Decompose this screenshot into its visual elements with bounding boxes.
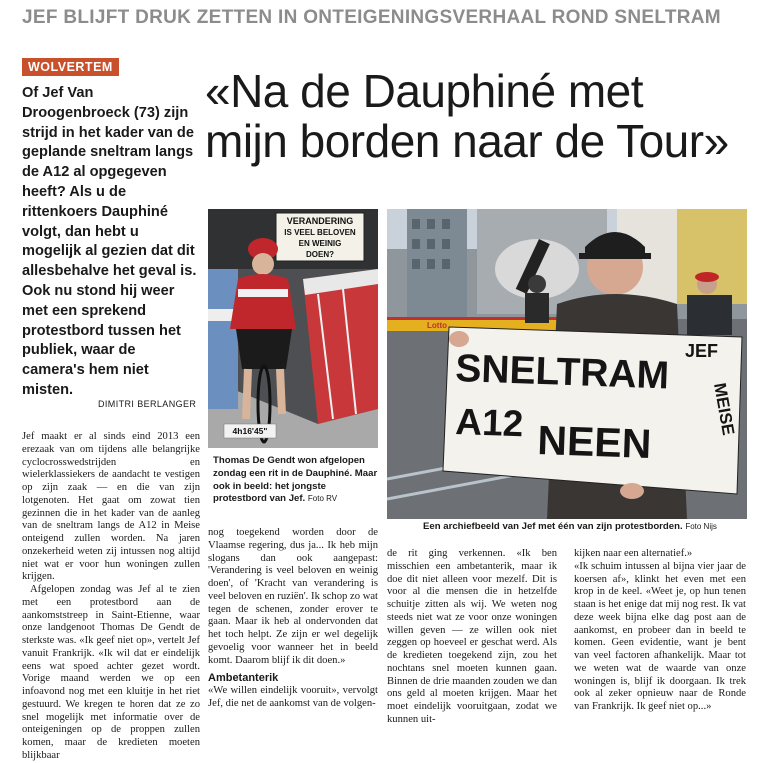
photo2-sign-vertical: MEISE [710, 381, 738, 437]
headline [205, 66, 753, 166]
body-column-3 [387, 548, 557, 727]
body-column-1 [22, 431, 200, 763]
body-paragraph: «Ik schuim intussen al bijna vier jaar de koersen af», klinkt het even met een krop in de keel. «Weet je, op hun tenen staan is het enige dat mij nog rest. Ik vat deze week bijna elke dag post aan de aankomst, en probeer dan in beeld te komen. Geen evidentie, want je bent van veel factoren afhankelijk. Maar tot we weten wat de waarde van onze woningen is, blijf ik doorgaan. Ik trek ook al zeker opnieuw naar de Ronde van Frankrijk. Ik geef niet op...» [574, 560, 746, 712]
photo2-sign-top-right: JEF [685, 341, 719, 361]
body-paragraph: de rit ging verkennen. «Ik ben misschien een ambetanterik, maar ik doe dit niet alleen voor mezelf. Dit is voor al die mensen die in hetzelfde schuitje zitten als wij. We weten nog steeds niet wat ze voor onze woningen willen geven — ze willen ook niet zeggen op hoeveel er geschat werd. Als de kredieten toegekend zijn, zou het nochtans snel moeten kunnen gaan. Binnen de drie maanden zouden we dan ons geld al moeten krijgen. Maar het moet eindelijk vooruitgaan, zodat we kunnen uit- [387, 548, 557, 725]
photo1-sign-line-1: VERANDERING [286, 216, 354, 226]
photo-protester [387, 209, 747, 519]
body-paragraph: Afgelopen zondag was Jef al te zien met een protestbord aan de aankomststreep in Saint-Etienne, waar onze landgenoot Thomas De Gendt de sterkste was. «Ik geef niet op», vertelt Jef vanuit Frankrijk. «Ik wil dat er eindelijk eens wat spoed achter gezet wordt. Vorige maand werden we op een infoavond nog met een kluitje in het riet gestuurd. We kregen te horen dat ze zo snel mogelijk met informatie over de onteigeningen op de proppen zullen komen, maar de kredieten moeten blijkbaar [22, 584, 200, 761]
intro-paragraph: Of Jef Van Droogenbroeck (73) zijn strijd in het kader van de geplande sneltram langs de A12 al opgegeven heeft? Als u de rittenkoers Dauphiné volgt, dan hebt u mogelijk al gezien dat dit allesbehalve het geval is. Ook nu stond hij weer met een sprekend protestbord tussen het publiek, waar de camera's hem niet misten. [22, 85, 197, 398]
photo2-sign-line-2: A12 [454, 401, 525, 445]
subheading: Ambetanterik [208, 672, 279, 685]
caption-photo-cyclist [213, 455, 378, 506]
photo2-sign-line-1: SNELTRAM [454, 347, 670, 398]
body-paragraph: «We willen eindelijk vooruit», vervolgt Jef, die net de aankomst van de volgen- [208, 685, 378, 709]
body-paragraph: Jef maakt er al sinds eind 2013 een erezaak van om tijdens alle belangrijke cyclocrosswedstrijden en wielerklassiekers de aandacht te vestigen op zijn zaak — en die van zijn lotgenoten. Het gaat om zowat tien gezinnen die in het kader van de aanleg van de sneltram langs de A12 in Meise onteigend zullen worden. Na jaren onzekerheid weten zij intussen nog altijd niet wat er voor hun woningen zullen krijgen. [22, 431, 200, 583]
photo1-sign-line-4: DOEN? [306, 250, 334, 259]
caption-photo-protester-text: Een archiefbeeld van Jef met één van zijn protestborden. [423, 521, 683, 532]
photo1-sign-line-2: IS VEEL BELOVEN [284, 228, 356, 237]
body-column-2 [208, 527, 378, 711]
headline-line-1: «Na de Dauphiné met [205, 65, 644, 117]
section-tag: WOLVERTEM [22, 58, 119, 76]
photo2-banner-text: Lotto [427, 321, 447, 330]
photo-credit-1: Foto RV [307, 494, 338, 504]
kicker: JEF BLIJFT DRUK ZETTEN IN ONTEIGENINGSVERHAAL ROND SNELTRAM [22, 7, 721, 28]
caption-photo-protester [423, 521, 753, 534]
byline: DIMITRI BERLANGER [98, 399, 197, 409]
photo-cyclist [208, 209, 378, 448]
photo2-sign-line-3: NEEN [536, 417, 653, 467]
photo-cyclist-illustration [208, 209, 378, 448]
photo1-sign-line-3: EN WEINIG [298, 239, 342, 248]
body-paragraph: nog toegekend worden door de Vlaamse regering, dus ja... Ik heb mijn slogans dan ook aangepast: 'Verandering is veel beloven en weinig doen', of 'Kracht van verandering is veel beloven en ruziën'. Ik schop zo wat tegen de schenen, zonder erover te gaan. Maar ik heb al ondervonden dat het toch helpt. Ze zijn er wel degelijk gevoelig voor wanneer het in beeld komt. Daarom blijf ik dit doen.» [208, 527, 378, 666]
body-paragraph: kijken naar een alternatief.» [574, 548, 693, 559]
photo-credit-2: Foto Nijs [685, 522, 717, 531]
headline-line-2: mijn borden naar de Tour» [205, 115, 729, 167]
caption-photo-cyclist-text: Thomas De Gendt won afgelopen zondag een rit in de Dauphiné. Maar ook in beeld: het jongste protestbord van Jef. [213, 455, 378, 505]
photo1-timer: 4h16'45" [232, 426, 268, 436]
body-column-4 [574, 548, 746, 714]
photo-protester-illustration [387, 209, 747, 519]
